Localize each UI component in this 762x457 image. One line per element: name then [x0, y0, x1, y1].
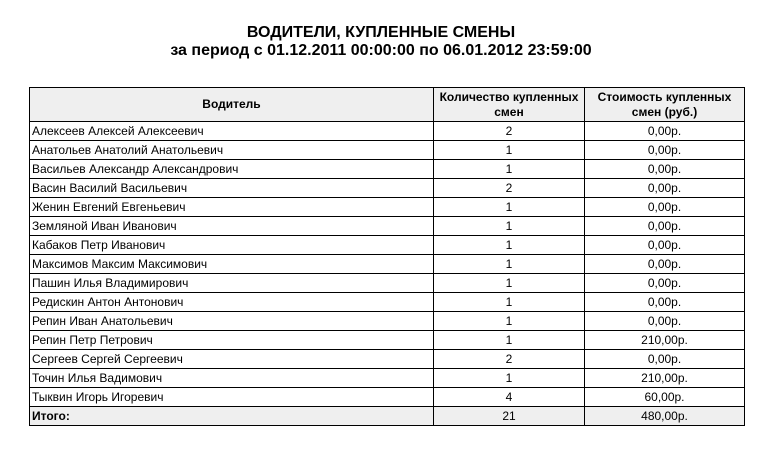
- shift-quantity: 1: [434, 141, 585, 160]
- shift-cost: 0,00р.: [585, 274, 745, 293]
- total-row: [30, 407, 745, 426]
- table-row: [30, 236, 745, 255]
- shift-quantity: 1: [434, 198, 585, 217]
- shift-cost: 0,00р.: [585, 293, 745, 312]
- table-row: [30, 160, 745, 179]
- table-row: [30, 369, 745, 388]
- total-label: Итого:: [30, 407, 434, 426]
- driver-name: Анатольев Анатолий Анатольевич: [30, 141, 434, 160]
- shift-cost: 0,00р.: [585, 198, 745, 217]
- report-title: ВОДИТЕЛИ, КУПЛЕННЫЕ СМЕНЫ: [246, 24, 516, 41]
- driver-name: Репин Петр Петрович: [30, 331, 434, 350]
- report-period: за период с 01.12.2011 00:00:00 по 06.01.2012 23:59:00: [170, 42, 592, 59]
- column-header-driver: Водитель: [30, 88, 434, 122]
- shift-cost: 210,00р.: [585, 331, 745, 350]
- shift-cost: 210,00р.: [585, 369, 745, 388]
- shift-quantity: 1: [434, 293, 585, 312]
- shift-quantity: 2: [434, 350, 585, 369]
- driver-name: Кабаков Петр Иванович: [30, 236, 434, 255]
- column-header-cost: Стоимость купленных смен (руб.): [585, 88, 745, 122]
- table-row: [30, 122, 745, 141]
- table-row: [30, 312, 745, 331]
- shift-quantity: 4: [434, 388, 585, 407]
- shift-cost: 0,00р.: [585, 179, 745, 198]
- table-row: [30, 350, 745, 369]
- shift-cost: 0,00р.: [585, 350, 745, 369]
- driver-name: Репин Иван Анатольевич: [30, 312, 434, 331]
- shift-cost: 0,00р.: [585, 255, 745, 274]
- table-row: [30, 388, 745, 407]
- shift-quantity: 1: [434, 160, 585, 179]
- driver-name: Сергеев Сергей Сергеевич: [30, 350, 434, 369]
- driver-name: Алексеев Алексей Алексеевич: [30, 122, 434, 141]
- column-header-quantity: Количество купленных смен: [434, 88, 585, 122]
- shift-quantity: 1: [434, 217, 585, 236]
- driver-name: Пашин Илья Владимирович: [30, 274, 434, 293]
- table-row: [30, 141, 745, 160]
- report-title-block: [0, 24, 762, 60]
- driver-name: Точин Илья Вадимович: [30, 369, 434, 388]
- total-quantity: 21: [434, 407, 585, 426]
- shift-cost: 0,00р.: [585, 217, 745, 236]
- shift-cost: 0,00р.: [585, 141, 745, 160]
- table-row: [30, 217, 745, 236]
- driver-name: Васильев Александр Александрович: [30, 160, 434, 179]
- shift-cost: 0,00р.: [585, 160, 745, 179]
- driver-name: Редискин Антон Антонович: [30, 293, 434, 312]
- shift-cost: 0,00р.: [585, 122, 745, 141]
- shift-quantity: 1: [434, 274, 585, 293]
- driver-name: Земляной Иван Иванович: [30, 217, 434, 236]
- shift-quantity: 2: [434, 122, 585, 141]
- shift-quantity: 1: [434, 331, 585, 350]
- table-row: [30, 274, 745, 293]
- table-row: [30, 179, 745, 198]
- table-header-row: [30, 88, 745, 122]
- shift-cost: 60,00р.: [585, 388, 745, 407]
- table-row: [30, 198, 745, 217]
- total-cost: 480,00р.: [585, 407, 745, 426]
- shift-cost: 0,00р.: [585, 236, 745, 255]
- driver-name: Максимов Максим Максимович: [30, 255, 434, 274]
- table-row: [30, 293, 745, 312]
- driver-name: Тыквин Игорь Игоревич: [30, 388, 434, 407]
- shift-quantity: 2: [434, 179, 585, 198]
- drivers-shifts-table: [29, 87, 745, 426]
- driver-name: Васин Василий Васильевич: [30, 179, 434, 198]
- driver-name: Женин Евгений Евгеньевич: [30, 198, 434, 217]
- shift-quantity: 1: [434, 312, 585, 331]
- shift-quantity: 1: [434, 255, 585, 274]
- shift-quantity: 1: [434, 236, 585, 255]
- shift-quantity: 1: [434, 369, 585, 388]
- shift-cost: 0,00р.: [585, 312, 745, 331]
- table-row: [30, 331, 745, 350]
- table-row: [30, 255, 745, 274]
